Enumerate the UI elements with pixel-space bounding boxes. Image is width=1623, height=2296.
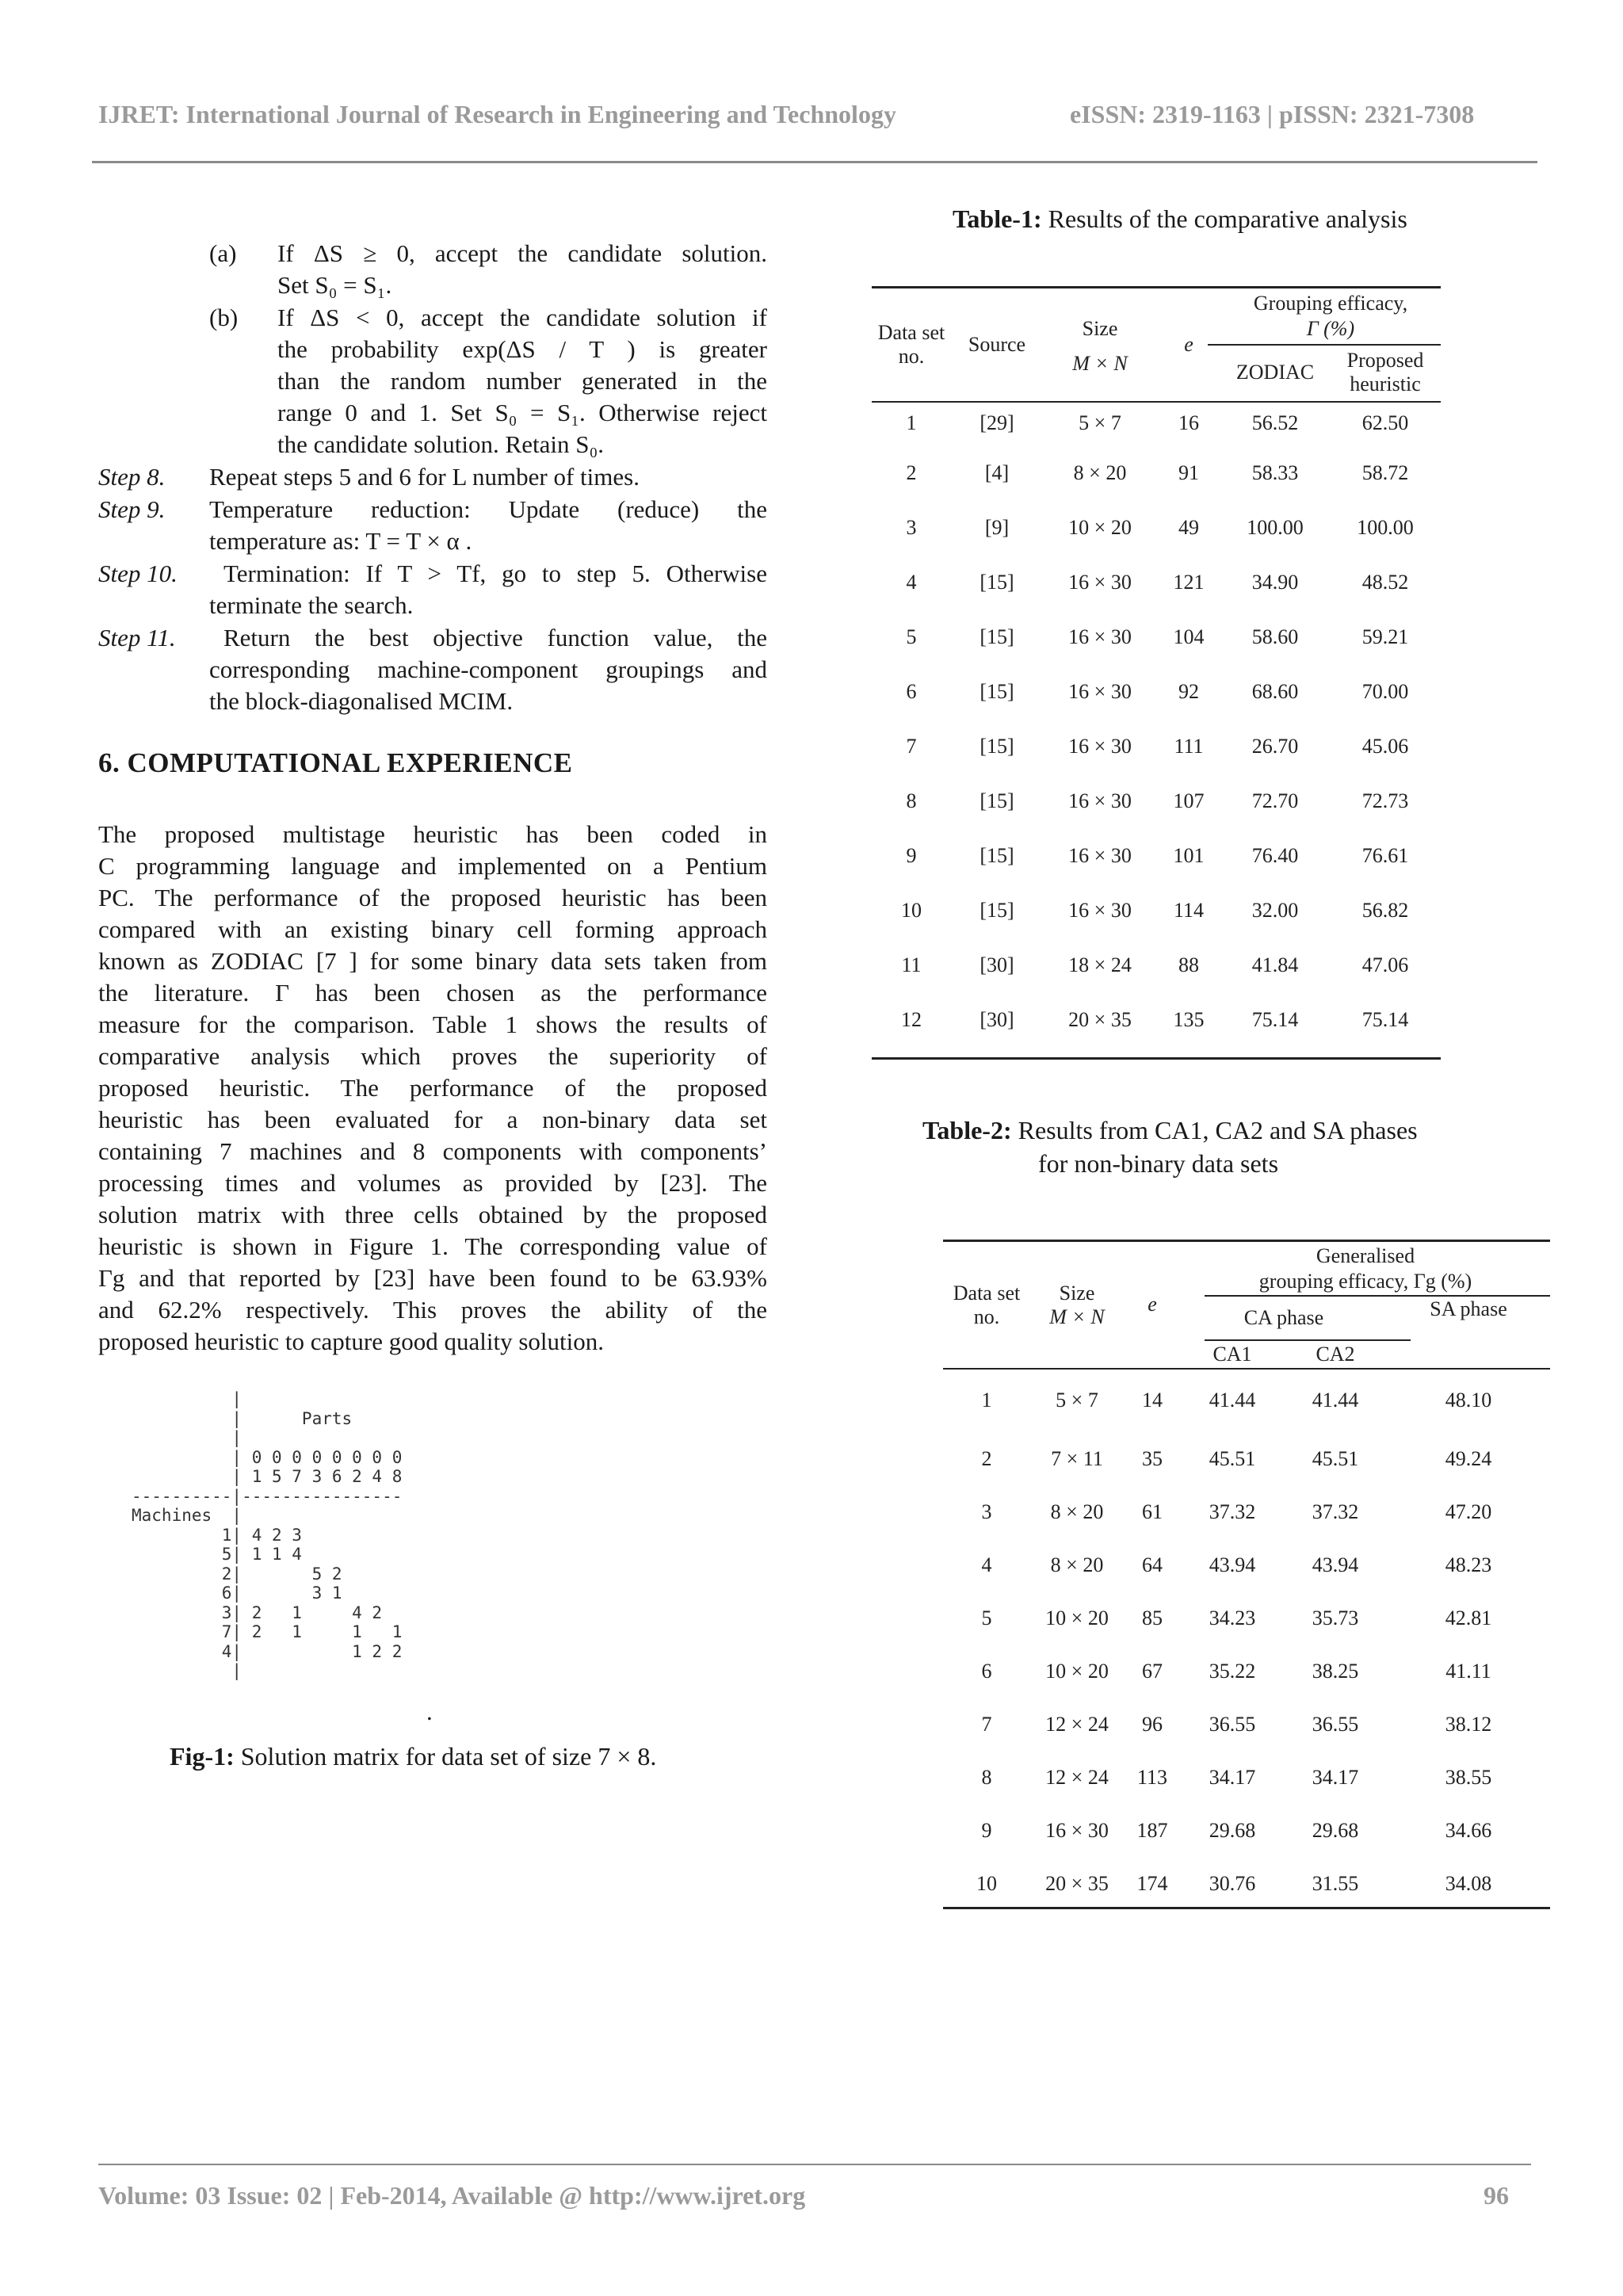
step-a-text: If ΔS ≥ 0, accept the candidate solution. <box>277 239 767 267</box>
table2 <box>943 1242 1550 1910</box>
table1-row <box>872 500 1441 555</box>
cell-dataset: 8 <box>906 789 917 812</box>
table1-header-proposed: Proposed heuristic <box>1346 349 1424 395</box>
efficacy-line: Grouping efficacy, <box>1253 292 1408 315</box>
cell-zodiac: 76.40 <box>1251 843 1299 867</box>
cell-dataset: 8 <box>981 1765 992 1789</box>
cell-e: 107 <box>1173 789 1205 812</box>
cell-sa: 48.23 <box>1445 1553 1492 1576</box>
cell-size: 16 × 30 <box>1068 679 1132 703</box>
cell-source: [15] <box>980 734 1014 758</box>
figure-caption-text: Solution matrix for data set of size 7 × 8. <box>234 1742 657 1771</box>
table1-row <box>872 719 1441 774</box>
cell-e: 88 <box>1178 953 1199 976</box>
table2-caption-text: Results from CA1, CA2 and SA phases <box>1011 1116 1418 1144</box>
table1-caption <box>953 204 1407 234</box>
cell-zodiac: 72.70 <box>1251 789 1299 812</box>
cell-size: 12 × 24 <box>1045 1765 1109 1789</box>
table2-header-ca1: CA1 <box>1212 1343 1252 1366</box>
section-body <box>98 819 767 1358</box>
cell-source: [30] <box>980 1007 1014 1031</box>
table1-header-zodiac: ZODIAC <box>1235 361 1315 384</box>
cell-size: 16 × 30 <box>1068 789 1132 812</box>
body-line: known as ZODIAC [7 ] for some binary data sets taken from <box>98 947 767 975</box>
cell-size: 16 × 30 <box>1068 734 1132 758</box>
cell-sa: 34.66 <box>1445 1818 1492 1842</box>
cell-ca2: 37.32 <box>1312 1499 1359 1523</box>
table1-bottom-rule <box>872 1057 1441 1060</box>
body-line: The proposed multistage heuristic has been coded in <box>98 820 767 848</box>
cell-source: [15] <box>980 898 1014 922</box>
table1-row <box>872 828 1441 883</box>
cell-source: [29] <box>980 411 1014 434</box>
step-10-line: Termination: If T > Tf, go to step 5. Otherwise <box>223 560 767 587</box>
cell-source: [15] <box>980 679 1014 703</box>
table1-row <box>872 609 1441 664</box>
section-heading: 6. COMPUTATIONAL EXPERIENCE <box>98 747 573 778</box>
table2-header-size-cell <box>1030 1242 1124 1369</box>
table2-header-sa-phase: SA phase <box>1430 1297 1507 1320</box>
cell-proposed: 48.52 <box>1361 570 1409 594</box>
body-line: Γg and that reported by [23] have been found to be 63.93% <box>98 1264 767 1292</box>
cell-sa: 34.08 <box>1445 1871 1492 1895</box>
table1-row <box>872 938 1441 992</box>
step-10-line: terminate the search. <box>209 591 414 619</box>
cell-ca1: 41.44 <box>1209 1389 1256 1412</box>
cell-size: 5 × 7 <box>1079 411 1121 434</box>
cell-ca2: 45.51 <box>1312 1446 1359 1470</box>
cell-dataset: 3 <box>906 515 917 539</box>
gen-line: Generalised <box>1316 1244 1415 1267</box>
cell-e: 101 <box>1173 843 1205 867</box>
body-line: comparative analysis which proves the superiority of <box>98 1042 767 1070</box>
body-line: heuristic has been evaluated for a non-binary data set <box>98 1106 767 1133</box>
cell-dataset: 5 <box>981 1606 992 1629</box>
cell-e: 14 <box>1142 1389 1163 1412</box>
cell-proposed: 70.00 <box>1361 679 1409 703</box>
body-line: heuristic is shown in Figure 1. The corresponding value of <box>98 1232 767 1260</box>
table2-row <box>943 1751 1550 1804</box>
page-number: 96 <box>1484 2181 1509 2210</box>
cell-sa: 38.55 <box>1445 1765 1492 1789</box>
table2-header-size: Size <box>1059 1282 1095 1305</box>
cell-proposed: 75.14 <box>1361 1007 1409 1031</box>
cell-e: 92 <box>1178 679 1199 703</box>
cell-e: 113 <box>1136 1765 1168 1789</box>
step-b-label: (b) <box>209 304 239 331</box>
body-line: C programming language and implemented on a Pentium <box>98 852 767 880</box>
cell-proposed: 59.21 <box>1361 625 1409 648</box>
body-line: PC. The performance of the proposed heuristic has been <box>98 884 767 911</box>
cell-zodiac: 26.70 <box>1251 734 1299 758</box>
header-divider <box>92 161 1537 163</box>
cell-ca2: 41.44 <box>1312 1389 1359 1412</box>
table2-caption <box>922 1116 1418 1145</box>
table2-header-ca2: CA2 <box>1316 1343 1355 1366</box>
cell-zodiac: 58.33 <box>1251 460 1299 484</box>
step-b-line: range 0 and 1. Set S₀ = S₁. Otherwise reject <box>277 399 767 426</box>
cell-source: [30] <box>980 953 1014 976</box>
table2-header-dataset: Data set no. <box>953 1282 1021 1328</box>
cell-dataset: 5 <box>906 625 917 648</box>
cell-sa: 41.11 <box>1445 1659 1491 1683</box>
cell-e: 96 <box>1142 1712 1163 1736</box>
cell-source: [4] <box>984 460 1010 484</box>
journal-title: IJRET: International Journal of Research in Engineering and Technology <box>98 100 896 128</box>
table2-header-e: e <box>1148 1293 1157 1316</box>
cell-zodiac: 34.90 <box>1251 570 1299 594</box>
cell-e: 67 <box>1142 1659 1163 1683</box>
footer-divider <box>98 2164 1531 2165</box>
cell-e: 104 <box>1173 625 1205 648</box>
table1-row <box>872 401 1441 445</box>
cell-ca2: 36.55 <box>1312 1712 1359 1736</box>
cell-source: [15] <box>980 570 1014 594</box>
cell-e: 91 <box>1178 460 1199 484</box>
table1-row <box>872 883 1441 938</box>
footer-volume: Volume: 03 Issue: 02 | Feb-2014, Available @ http://www.ijret.org <box>98 2181 806 2210</box>
step-9-line: temperature as: T = T × α . <box>209 527 472 555</box>
table1-header-size: Size <box>1082 317 1118 340</box>
cell-dataset: 2 <box>981 1446 992 1470</box>
cell-dataset: 4 <box>906 570 917 594</box>
cell-proposed: 62.50 <box>1361 411 1409 434</box>
table1-header-size-sub: M × N <box>1072 352 1128 375</box>
cell-ca2: 34.17 <box>1312 1765 1359 1789</box>
cell-sa: 47.20 <box>1445 1499 1492 1523</box>
cell-e: 64 <box>1142 1553 1163 1576</box>
cell-e: 35 <box>1142 1446 1163 1470</box>
cell-ca1: 45.51 <box>1209 1446 1256 1470</box>
cell-size: 8 × 20 <box>1050 1553 1104 1576</box>
table2-row <box>943 1804 1550 1857</box>
table2-caption-line2: for non-binary data sets <box>1038 1149 1279 1178</box>
step-a-label: (a) <box>209 239 237 267</box>
step-11-line: Return the best objective function value, the <box>223 624 767 651</box>
body-line: containing 7 machines and 8 components with components’ <box>98 1137 767 1165</box>
cell-e: 121 <box>1173 570 1205 594</box>
cell-size: 7 × 11 <box>1051 1446 1103 1470</box>
cell-source: [15] <box>980 789 1014 812</box>
cell-dataset: 1 <box>906 411 917 434</box>
cell-source: [15] <box>980 843 1014 867</box>
table2-row <box>943 1369 1550 1432</box>
table2-body <box>943 1369 1550 1910</box>
cell-zodiac: 58.60 <box>1251 625 1299 648</box>
table2-header-gen-cell <box>1181 1242 1550 1296</box>
step-a-set: Set S₀ = S₁. <box>277 271 392 299</box>
cell-size: 18 × 24 <box>1068 953 1132 976</box>
step-b-line: If ΔS < 0, accept the candidate solution if <box>277 304 767 331</box>
cell-zodiac: 56.52 <box>1251 411 1299 434</box>
cell-size: 20 × 35 <box>1068 1007 1132 1031</box>
cell-size: 16 × 30 <box>1068 898 1132 922</box>
cell-zodiac: 68.60 <box>1251 679 1299 703</box>
cell-size: 12 × 24 <box>1045 1712 1109 1736</box>
body-line: solution matrix with three cells obtained by the proposed <box>98 1201 767 1228</box>
gen-line2: grouping efficacy, Γg (%) <box>1258 1270 1472 1293</box>
cell-size: 16 × 30 <box>1068 625 1132 648</box>
cell-e: 111 <box>1174 734 1204 758</box>
cell-dataset: 11 <box>901 953 922 976</box>
body-line: and 62.2% respectively. This proves the ability of the <box>98 1296 767 1324</box>
cell-proposed: 58.72 <box>1361 460 1409 484</box>
body-line: measure for the comparison. Table 1 shows the results of <box>98 1010 767 1038</box>
table2-row <box>943 1538 1550 1591</box>
cell-size: 8 × 20 <box>1073 460 1127 484</box>
cell-dataset: 1 <box>981 1389 992 1412</box>
cell-size: 16 × 30 <box>1045 1818 1109 1842</box>
cell-dataset: 9 <box>981 1818 992 1842</box>
cell-ca1: 36.55 <box>1209 1712 1256 1736</box>
cell-dataset: 12 <box>901 1007 922 1031</box>
cell-e: 61 <box>1142 1499 1163 1523</box>
cell-source: [9] <box>984 515 1010 539</box>
solution-matrix: | | Parts | | 0 0 0 0 0 0 0 0 | 1 5 7 3 6 2 4 8 ----------|---------------- Machines | 1| 4 2 3 5| 1 1 4 2| 5 2 6| 3 1 3| 2 1 4 2 7| 2 1 1 1 4| 1 2 2 | <box>132 1389 403 1680</box>
efficacy-symbol: Γ (%) <box>1306 317 1355 340</box>
cell-zodiac: 41.84 <box>1251 953 1299 976</box>
cell-size: 10 × 20 <box>1068 515 1132 539</box>
table2-row <box>943 1857 1550 1910</box>
cell-size: 5 × 7 <box>1056 1389 1098 1412</box>
cell-ca2: 43.94 <box>1312 1553 1359 1576</box>
cell-proposed: 76.61 <box>1361 843 1409 867</box>
cell-dataset: 7 <box>906 734 917 758</box>
cell-ca1: 29.68 <box>1209 1818 1256 1842</box>
step-11-line: the block-diagonalised MCIM. <box>209 687 514 715</box>
cell-dataset: 10 <box>976 1871 997 1895</box>
body-line: processing times and volumes as provided by [23]. The <box>98 1169 767 1197</box>
cell-ca2: 31.55 <box>1312 1871 1359 1895</box>
table1-row <box>872 445 1441 500</box>
cell-dataset: 6 <box>981 1659 992 1683</box>
table2-row <box>943 1591 1550 1645</box>
step-8-text: Repeat steps 5 and 6 for L number of times. <box>209 463 640 491</box>
cell-zodiac: 100.00 <box>1247 515 1304 539</box>
step-11-line: corresponding machine-component groupings and <box>209 655 767 683</box>
cell-e: 135 <box>1173 1007 1205 1031</box>
cell-e: 174 <box>1136 1871 1168 1895</box>
body-line: the literature. Γ has been chosen as the performance <box>98 979 767 1007</box>
cell-size: 10 × 20 <box>1045 1606 1109 1629</box>
table1-row <box>872 555 1441 609</box>
cell-ca1: 34.23 <box>1209 1606 1256 1629</box>
table2-row <box>943 1698 1550 1751</box>
table1-header-source: Source <box>968 333 1026 356</box>
cell-proposed: 56.82 <box>1361 898 1409 922</box>
cell-ca1: 30.76 <box>1209 1871 1256 1895</box>
table1-row <box>872 992 1441 1047</box>
cell-ca1: 37.32 <box>1209 1499 1256 1523</box>
cell-size: 20 × 35 <box>1045 1871 1109 1895</box>
cell-source: [15] <box>980 625 1014 648</box>
table2-row <box>943 1645 1550 1698</box>
cell-dataset: 4 <box>981 1553 992 1576</box>
cell-ca2: 38.25 <box>1312 1659 1359 1683</box>
cell-proposed: 47.06 <box>1361 953 1409 976</box>
cell-dataset: 10 <box>901 898 922 922</box>
table1-row <box>872 664 1441 719</box>
table2-label: Table-2: <box>922 1116 1012 1144</box>
table1-header-e: e <box>1184 333 1193 356</box>
cell-proposed: 72.73 <box>1361 789 1409 812</box>
cell-ca2: 29.68 <box>1312 1818 1359 1842</box>
cell-sa: 48.10 <box>1445 1389 1492 1412</box>
table1-caption-text: Results of the comparative analysis <box>1041 204 1407 233</box>
cell-size: 16 × 30 <box>1068 843 1132 867</box>
cell-e: 16 <box>1178 411 1199 434</box>
cell-zodiac: 75.14 <box>1251 1007 1299 1031</box>
cell-dataset: 9 <box>906 843 917 867</box>
table2-header-ca-phase: CA phase <box>1243 1306 1324 1329</box>
figure-label: Fig-1: <box>170 1742 235 1771</box>
cell-size: 10 × 20 <box>1045 1659 1109 1683</box>
table1-body <box>872 401 1441 1047</box>
cell-dataset: 2 <box>906 460 917 484</box>
cell-zodiac: 32.00 <box>1251 898 1299 922</box>
cell-ca1: 43.94 <box>1209 1553 1256 1576</box>
figure-caption <box>170 1742 656 1771</box>
table1-header-efficacy <box>1220 288 1441 344</box>
table1 <box>872 288 1441 1047</box>
step-8-label: Step 8. <box>98 463 166 491</box>
cell-sa: 38.12 <box>1445 1712 1492 1736</box>
issn: eISSN: 2319-1163 | pISSN: 2321-7308 <box>1070 100 1475 128</box>
body-line: proposed heuristic. The performance of the proposed <box>98 1074 767 1102</box>
table1-row <box>872 774 1441 828</box>
step-9-label: Step 9. <box>98 495 166 523</box>
cell-ca1: 34.17 <box>1209 1765 1256 1789</box>
cell-e: 187 <box>1136 1818 1168 1842</box>
cell-size: 8 × 20 <box>1050 1499 1104 1523</box>
body-line: compared with an existing binary cell forming approach <box>98 915 767 943</box>
cell-ca2: 35.73 <box>1312 1606 1359 1629</box>
cell-dataset: 3 <box>981 1499 992 1523</box>
step-b-line: the probability exp(ΔS / T ) is greater <box>277 335 767 363</box>
step-b-line: the candidate solution. Retain S₀. <box>277 430 605 458</box>
cell-proposed: 45.06 <box>1361 734 1409 758</box>
cell-sa: 49.24 <box>1445 1446 1492 1470</box>
cell-proposed: 100.00 <box>1357 515 1414 539</box>
cell-e: 85 <box>1142 1606 1163 1629</box>
cell-sa: 42.81 <box>1445 1606 1492 1629</box>
table2-header-size-sub: M × N <box>1049 1305 1105 1328</box>
step-11-label: Step 11. <box>98 624 176 651</box>
table1-label: Table-1: <box>953 204 1042 233</box>
table1-header-dataset: Data set no. <box>877 321 945 368</box>
step-9-line: Temperature reduction: Update (reduce) the <box>209 495 767 523</box>
step-10-label: Step 10. <box>98 560 178 587</box>
table2-row <box>943 1485 1550 1538</box>
cell-e: 49 <box>1178 515 1199 539</box>
cell-dataset: 7 <box>981 1712 992 1736</box>
cell-size: 16 × 30 <box>1068 570 1132 594</box>
cell-ca1: 35.22 <box>1209 1659 1256 1683</box>
step-b-line: than the random number generated in the <box>277 367 767 395</box>
table2-row <box>943 1432 1550 1485</box>
figure-dot: . <box>426 1698 433 1725</box>
body-line: proposed heuristic to capture good quality solution. <box>98 1328 604 1355</box>
cell-dataset: 6 <box>906 679 917 703</box>
cell-e: 114 <box>1173 898 1205 922</box>
